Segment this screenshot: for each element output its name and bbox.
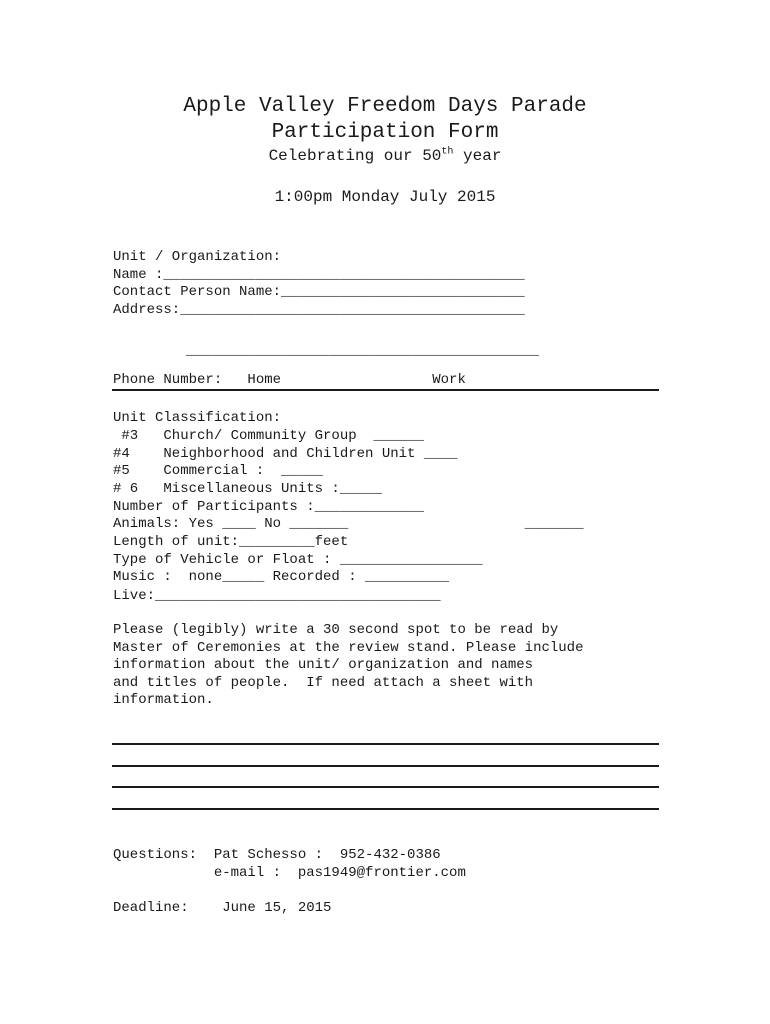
form-title-line1: Apple Valley Freedom Days Parade <box>183 95 587 118</box>
instructions-line: information. <box>113 692 214 708</box>
name-field: Name :___________________________________________ <box>113 267 525 283</box>
writing-line <box>112 765 659 767</box>
questions-email: e-mail : pas1949@frontier.com <box>113 865 466 881</box>
event-time: 1:00pm Monday July 2015 <box>274 188 496 206</box>
music-field: Music : none_____ Recorded : __________ <box>113 569 450 585</box>
classification-item: # 6 Miscellaneous Units :_____ <box>113 481 382 497</box>
vehicle-type-field: Type of Vehicle or Float : _________________ <box>113 552 483 568</box>
address-line-2: __________________________________________ <box>186 343 539 359</box>
form-title-line2: Participation Form <box>271 121 499 144</box>
classification-item: #3 Church/ Community Group ______ <box>113 428 424 444</box>
writing-line <box>112 786 659 788</box>
address-field: Address:_________________________________________ <box>113 302 525 318</box>
unit-organization-label: Unit / Organization: <box>113 249 282 265</box>
live-field: Live:__________________________________ <box>113 588 441 604</box>
classification-item: #5 Commercial : _____ <box>113 463 324 479</box>
section-divider <box>112 389 659 391</box>
writing-line <box>112 743 659 745</box>
subtitle-text: Celebrating our 50 <box>268 147 442 165</box>
unit-length-field: Length of unit:_________feet <box>113 534 349 550</box>
instructions-line: Please (legibly) write a 30 second spot to be read by <box>113 622 559 638</box>
instructions-line: information about the unit/ organization and names <box>113 657 534 673</box>
classification-item: #4 Neighborhood and Children Unit ____ <box>113 446 458 462</box>
phone-number-field: Phone Number: Home Work <box>113 372 466 388</box>
participants-field: Number of Participants :_____________ <box>113 499 424 515</box>
subtitle-suffix: year <box>453 147 502 165</box>
contact-person-field: Contact Person Name:_____________________________ <box>113 284 525 300</box>
subtitle-superscript: th <box>441 146 454 158</box>
form-subtitle <box>0 146 770 166</box>
animals-field: Animals: Yes ____ No _______ _______ <box>113 516 584 532</box>
deadline: Deadline: June 15, 2015 <box>113 900 332 916</box>
unit-classification-heading: Unit Classification: <box>113 410 282 426</box>
writing-line <box>112 808 659 810</box>
questions-contact: Questions: Pat Schesso : 952-432-0386 <box>113 847 441 863</box>
instructions-line: and titles of people. If need attach a sheet with <box>113 675 534 691</box>
instructions-line: Master of Ceremonies at the review stand. Please include <box>113 640 584 656</box>
